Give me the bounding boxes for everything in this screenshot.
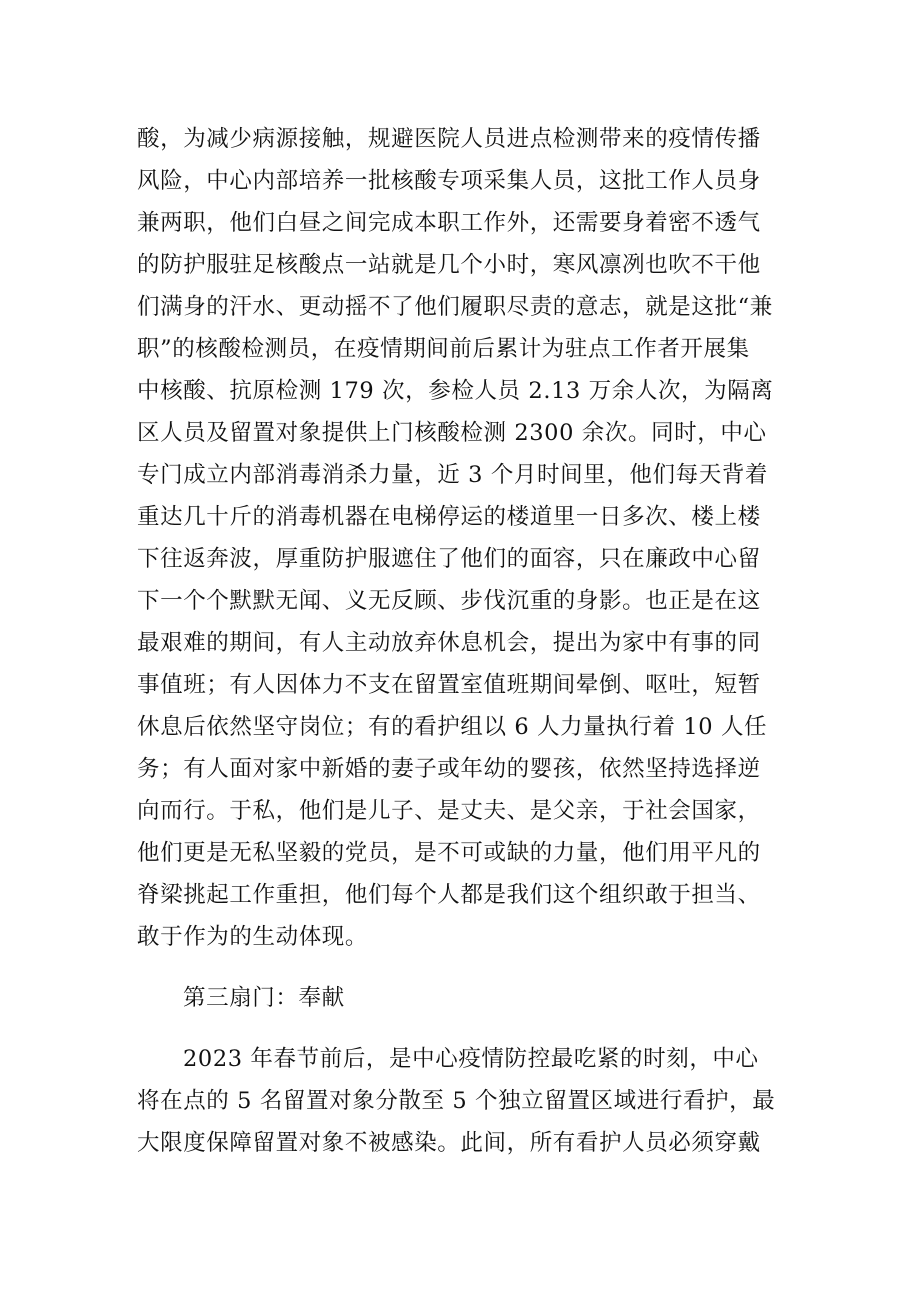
body-text-line: 区人员及留置对象提供上门核酸检测 2300 余次。同时，中心 (137, 420, 767, 446)
body-text-line: 脊梁挑起工作重担，他们每个人都是我们这个组织敢于担当、 (137, 882, 761, 908)
body-text-line: 他们更是无私坚毅的党员，是不可或缺的力量，他们用平凡的 (137, 840, 761, 866)
body-text-line: 重达几十斤的消毒机器在电梯停运的楼道里一日多次、楼上楼 (137, 504, 761, 530)
body-text-line: 专门成立内部消毒消杀力量，近 3 个月时间里，他们每天背着 (137, 462, 769, 488)
section-heading: 第三扇门：奉献 (183, 985, 345, 1011)
body-text-line: 的防护服驻足核酸点一站就是几个小时，寒风凛冽也吹不干他 (137, 252, 761, 278)
body-text-line: 最艰难的期间，有人主动放弃休息机会，提出为家中有事的同 (137, 630, 761, 656)
body-text-line: 下一个个默默无闻、义无反顾、步伐沉重的身影。也正是在这 (137, 588, 761, 614)
body-text-line: 2023 年春节前后，是中心疫情防控最吃紧的时刻，中心 (183, 1046, 759, 1072)
body-text-line: 职”的核酸检测员，在疫情期间前后累计为驻点工作者开展集 (137, 336, 750, 362)
body-text-line: 们满身的汗水、更动摇不了他们履职尽责的意志，就是这批“兼 (137, 294, 773, 320)
body-text-line: 中核酸、抗原检测 179 次，参检人员 2.13 万余人次，为隔离 (137, 378, 774, 404)
body-text-line: 兼两职，他们白昼之间完成本职工作外，还需要身着密不透气 (137, 210, 761, 236)
body-text-line: 将在点的 5 名留置对象分散至 5 个独立留置区域进行看护，最 (137, 1088, 776, 1114)
body-text-line: 风险，中心内部培养一批核酸专项采集人员，这批工作人员身 (137, 168, 761, 194)
body-text-line: 事值班；有人因体力不支在留置室值班期间晕倒、呕吐，短暂 (137, 672, 761, 698)
body-text-line: 向而行。于私，他们是儿子、是丈夫、是父亲，于社会国家， (137, 798, 761, 824)
body-text-line: 酸，为减少病源接触，规避医院人员进点检测带来的疫情传播 (137, 126, 761, 152)
body-text-line: 务；有人面对家中新婚的妻子或年幼的婴孩，依然坚持选择逆 (137, 756, 761, 782)
body-text-line: 大限度保障留置对象不被感染。此间，所有看护人员必须穿戴 (137, 1130, 761, 1156)
body-text-line: 休息后依然坚守岗位；有的看护组以 6 人力量执行着 10 人任 (137, 714, 768, 740)
body-text-line: 下往返奔波，厚重防护服遮住了他们的面容，只在廉政中心留 (137, 546, 761, 572)
body-text-line: 敢于作为的生动体现。 (137, 924, 369, 950)
